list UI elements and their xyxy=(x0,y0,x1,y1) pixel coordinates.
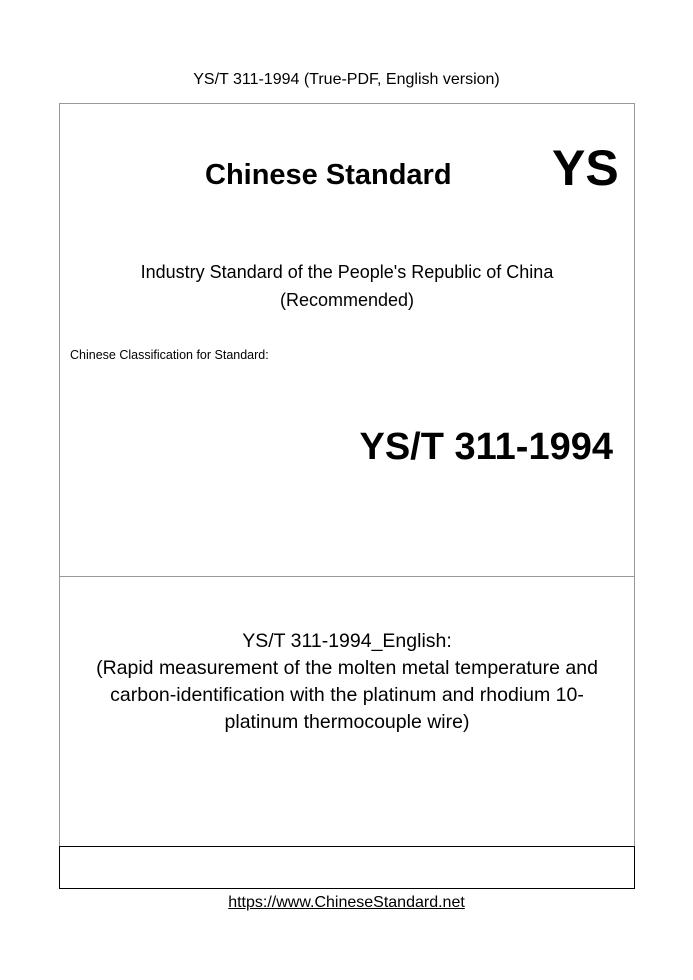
title-line: YS/T 311-1994_English: xyxy=(242,630,452,652)
classification-label: Chinese Classification for Standard: xyxy=(70,348,269,362)
standard-mark: YS xyxy=(552,140,619,196)
title-line: carbon-identification with the platinum and rhodium 10- xyxy=(110,684,584,706)
footer xyxy=(0,893,693,913)
recommended-line: (Recommended) xyxy=(279,290,415,310)
page-header: YS/T 311-1994 (True-PDF, English version) xyxy=(193,71,500,88)
standard-number: YS/T 311-1994 xyxy=(359,426,613,468)
website-link[interactable]: https://www.ChineseStandard.net xyxy=(228,894,465,911)
industry-statement xyxy=(59,258,635,314)
industry-line: Industry Standard of the People's Republic of China xyxy=(140,262,554,282)
document-title xyxy=(59,628,635,736)
title-line: platinum thermocouple wire) xyxy=(224,711,470,733)
title-line: (Rapid measurement of the molten metal temperature and xyxy=(96,657,598,679)
bottom-frame xyxy=(59,846,635,889)
cover-heading: Chinese Standard xyxy=(205,159,452,191)
